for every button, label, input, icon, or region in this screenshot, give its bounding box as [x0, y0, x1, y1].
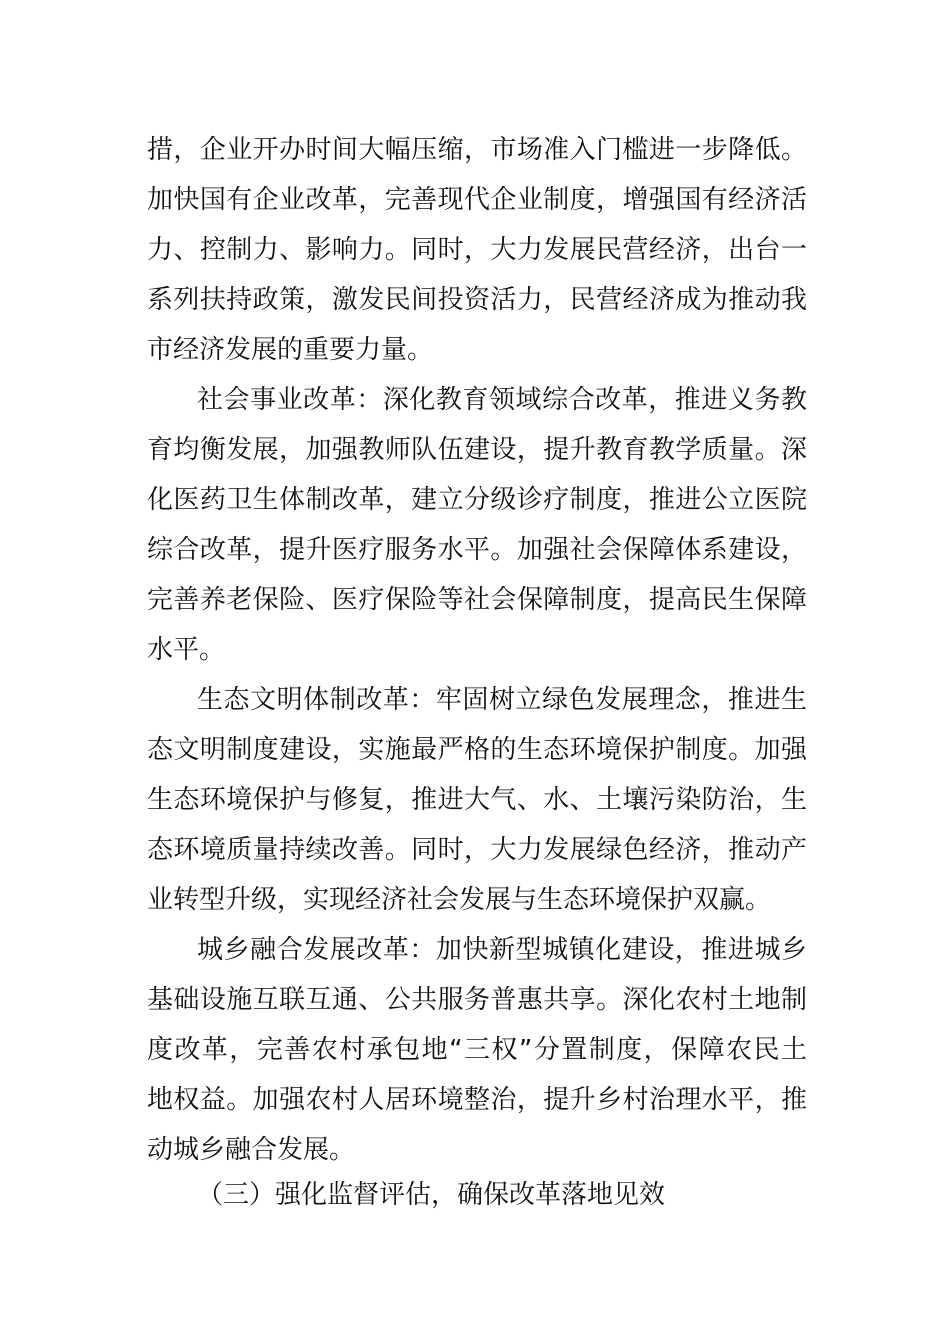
paragraph-3-line-2: 态文明制度建设，实施最严格的生态环境保护制度。加强: [147, 735, 807, 765]
paragraph-4-line-5: 动城乡融合发展。: [147, 1135, 356, 1165]
paragraph-1-line-5: 市经济发展的重要力量。: [147, 335, 434, 365]
section-heading: （三）强化监督评估，确保改革落地见效: [197, 1180, 666, 1210]
paragraph-1-line-3: 力、控制力、影响力。同时，大力发展民营经济，出台一: [147, 235, 807, 265]
paragraph-4-line-2: 基础设施互联互通、公共服务普惠共享。深化农村土地制: [147, 985, 807, 1015]
paragraph-4-line-1: 城乡融合发展改革：加快新型城镇化建设，推进城乡: [197, 935, 807, 965]
paragraph-4-line-3: 度改革，完善农村承包地“三权”分置制度，保障农民土: [147, 1035, 807, 1065]
paragraph-3-line-3: 生态环境保护与修复，推进大气、水、土壤污染防治，生: [147, 785, 807, 815]
paragraph-2-line-3: 化医药卫生体制改革，建立分级诊疗制度，推进公立医院: [147, 485, 807, 515]
paragraph-3-line-4: 态环境质量持续改善。同时，大力发展绿色经济，推动产: [147, 835, 807, 865]
paragraph-1-line-1: 措，企业开办时间大幅压缩，市场准入门槛进一步降低。: [147, 135, 807, 165]
paragraph-4-line-4: 地权益。加强农村人居环境整治，提升乡村治理水平，推: [147, 1085, 807, 1115]
paragraph-2-line-4: 综合改革，提升医疗服务水平。加强社会保障体系建设，: [147, 535, 807, 565]
paragraph-1-line-4: 系列扶持政策，激发民间投资活力，民营经济成为推动我: [147, 285, 807, 315]
paragraph-2-line-5: 完善养老保险、医疗保险等社会保障制度，提高民生保障: [147, 585, 807, 615]
paragraph-1-line-2: 加快国有企业改革，完善现代企业制度，增强国有经济活: [147, 185, 807, 215]
paragraph-3-line-1: 生态文明体制改革：牢固树立绿色发展理念，推进生: [197, 685, 807, 715]
paragraph-2-line-1: 社会事业改革：深化教育领域综合改革，推进义务教: [197, 385, 807, 415]
paragraph-2-line-6: 水平。: [147, 635, 226, 665]
paragraph-3-line-5: 业转型升级，实现经济社会发展与生态环境保护双赢。: [147, 885, 772, 915]
paragraph-2-line-2: 育均衡发展，加强教师队伍建设，提升教育教学质量。深: [147, 435, 807, 465]
